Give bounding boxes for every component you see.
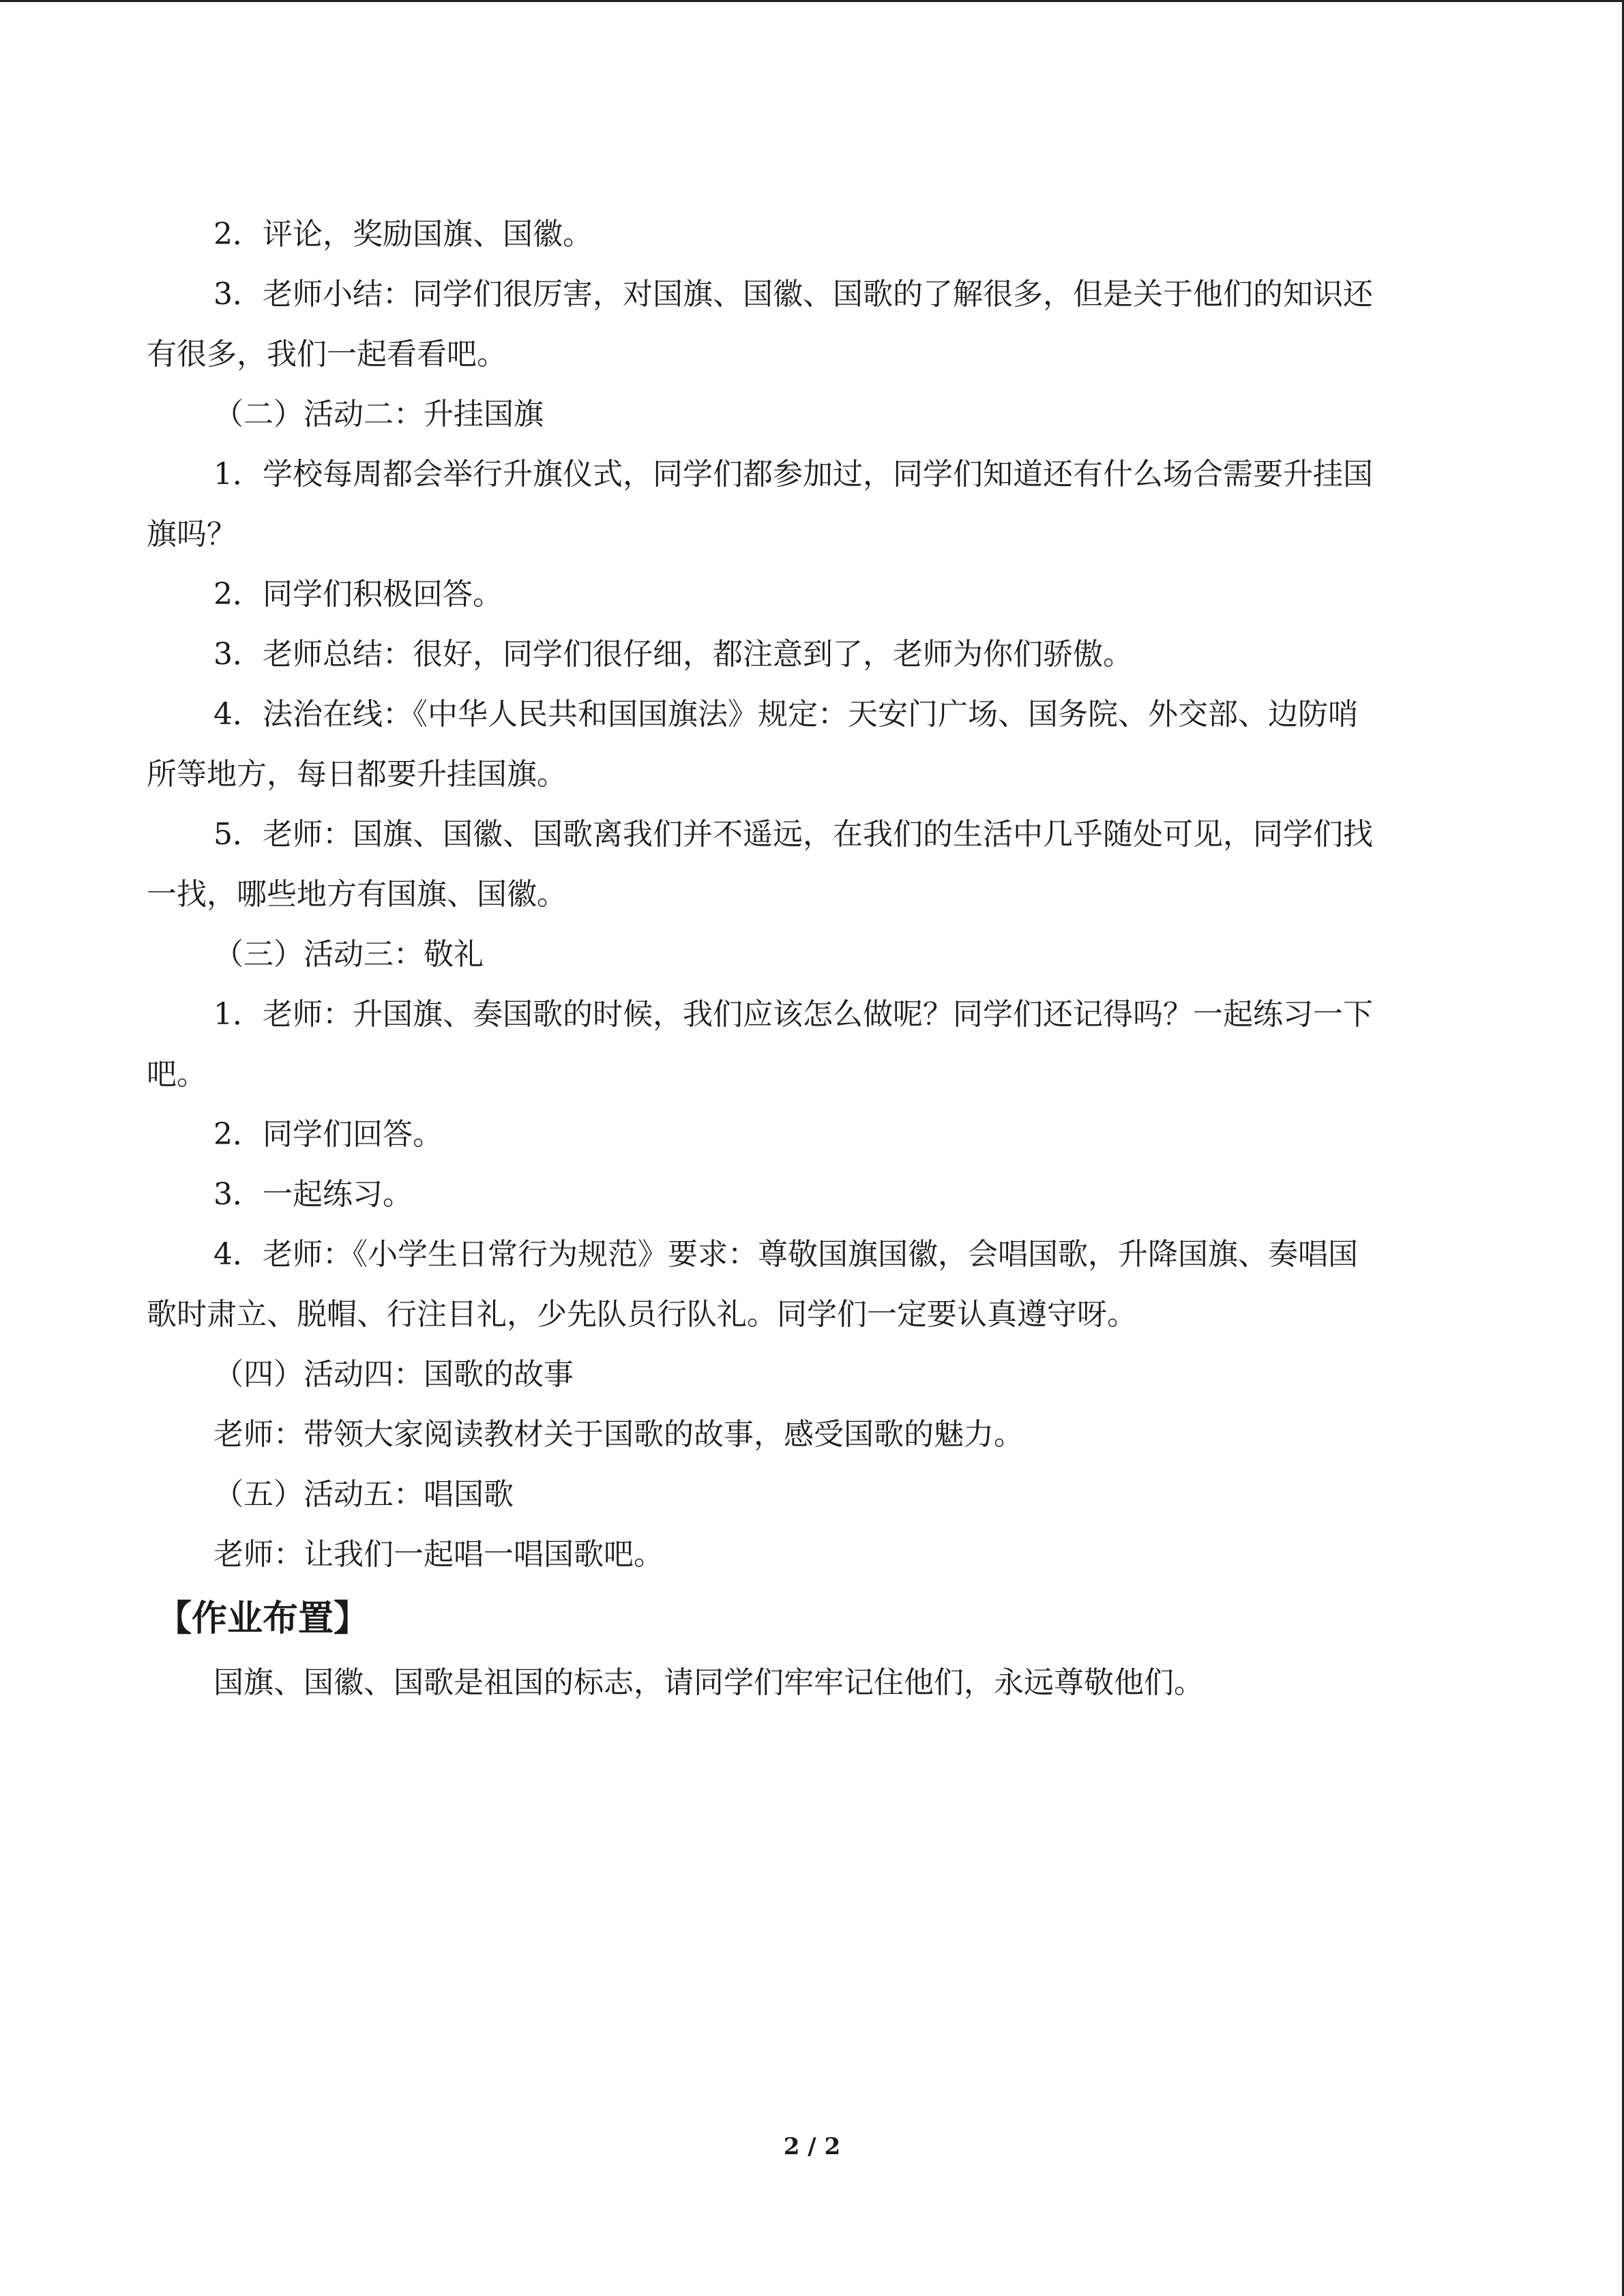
document-body [147,205,1473,1713]
paragraph-line: 老师：让我们一起唱一唱国歌吧。 [213,1537,664,1572]
paragraph-line: 2．同学们回答。 [213,1117,443,1152]
paragraph-line: 1．学校每周都会举行升旗仪式，同学们都参加过，同学们知道还有什么场合需要升挂国 [213,457,1373,492]
activity-heading: （四）活动四：国歌的故事 [213,1357,574,1392]
activity-heading: （三）活动三：敬礼 [213,937,484,972]
paragraph-line: 5．老师：国旗、国徽、国歌离我们并不遥远，在我们的生活中几乎随处可见，同学们找 [213,817,1373,852]
paragraph-line: 4．老师：《小学生日常行为规范》要求：尊敬国旗国徽，会唱国歌，升降国旗、奏唱国 [213,1237,1358,1272]
paragraph-line: 2．同学们积极回答。 [213,577,503,612]
paragraph-line: 有很多，我们一起看看吧。 [147,337,507,372]
page-number: 2 / 2 [783,2133,841,2160]
homework-text: 国旗、国徽、国歌是祖国的标志，请同学们牢牢记住他们，永远尊敬他们。 [213,1665,1204,1700]
paragraph-line: 老师：带领大家阅读教材关于国歌的故事，感受国歌的魅力。 [213,1417,1024,1452]
paragraph-line: 3．老师总结：很好，同学们很仔细，都注意到了，老师为你们骄傲。 [213,637,1133,672]
paragraph-line: 吧。 [147,1057,207,1092]
paragraph-line: 4．法治在线：《中华人民共和国国旗法》规定：天安门广场、国务院、外交部、边防哨 [213,697,1358,732]
paragraph-line: 旗吗？ [147,517,237,552]
paragraph-line: 歌时肃立、脱帽、行注目礼，少先队员行队礼。同学们一定要认真遵守呀。 [147,1297,1137,1332]
activity-heading: （二）活动二：升挂国旗 [213,397,544,432]
paragraph-line: 1．老师：升国旗、奏国歌的时候，我们应该怎么做呢？同学们还记得吗？一起练习一下 [213,997,1373,1032]
activity-heading: （五）活动五：唱国歌 [213,1477,514,1512]
paragraph-line: 2．评论，奖励国旗、国徽。 [213,217,593,252]
paragraph-line: 3．一起练习。 [213,1177,413,1212]
homework-heading: 【作业布置】 [156,1598,370,1639]
paragraph-line: 一找，哪些地方有国旗、国徽。 [147,877,567,912]
paragraph-line: 3．老师小结：同学们很厉害，对国旗、国徽、国歌的了解很多，但是关于他们的知识还 [213,277,1373,312]
paragraph-line: 所等地方，每日都要升挂国旗。 [147,757,567,792]
